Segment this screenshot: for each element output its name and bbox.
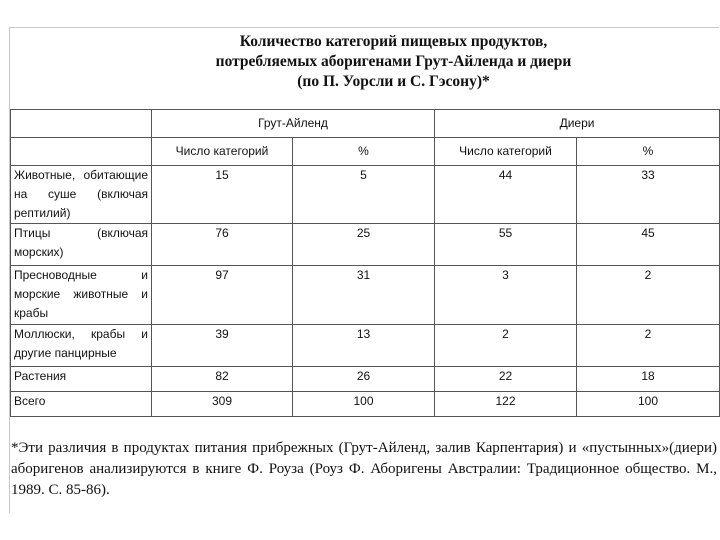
- cell-value: 15: [152, 166, 293, 224]
- table-row-total: [11, 392, 720, 417]
- cell-value: 2: [435, 325, 577, 367]
- cell-value: 122: [435, 392, 577, 417]
- cell-value: 39: [152, 325, 293, 367]
- cell-value: 309: [152, 392, 293, 417]
- title-line-1: Количество категорий пищевых продуктов,: [239, 33, 548, 50]
- cell-value: 45: [577, 224, 720, 266]
- cell-value: 44: [435, 166, 577, 224]
- table-row: [11, 266, 720, 325]
- empty-subheader-cell: [11, 138, 152, 166]
- row-label: Моллюски, крабы и другие панцирные: [11, 325, 152, 367]
- table-row: [11, 224, 720, 266]
- group-header-row: [11, 110, 720, 138]
- subheader-count: Число категорий: [152, 138, 293, 166]
- slide-frame: [9, 27, 719, 513]
- row-label: Животные, обитающие на суше (включая рептилий): [11, 166, 152, 224]
- subheader-percent: %: [293, 138, 435, 166]
- food-categories-table: [10, 109, 720, 417]
- cell-value: 31: [293, 266, 435, 325]
- cell-value: 3: [435, 266, 577, 325]
- footnote: *Эти различия в продуктах питания прибрежных (Грут-Айленд, залив Карпентария) и «пустынных»(диери) аборигенов анализируются в книге Ф. Роуза (Роуз Ф. Аборигены Австралии: Традиционное общество. М., 1989. С. 85-86).: [11, 440, 717, 498]
- cell-value: 25: [293, 224, 435, 266]
- cell-value: 100: [293, 392, 435, 417]
- subheader-percent: %: [577, 138, 720, 166]
- row-label: Всего: [11, 392, 152, 417]
- group-header-dieri: Диери: [435, 110, 720, 138]
- title-line-3: (по П. Уорсли и С. Гэсону)*: [297, 73, 490, 90]
- row-label: Птицы (включая морских): [11, 224, 152, 266]
- cell-value: 55: [435, 224, 577, 266]
- row-label: Растения: [11, 367, 152, 392]
- row-label: Пресноводные и морские животные и крабы: [11, 266, 152, 325]
- cell-value: 76: [152, 224, 293, 266]
- table-title: [10, 28, 719, 108]
- title-line-2: потребляемых аборигенами Грут-Айленда и диери: [215, 53, 572, 70]
- cell-value: 26: [293, 367, 435, 392]
- cell-value: 13: [293, 325, 435, 367]
- cell-value: 18: [577, 367, 720, 392]
- cell-value: 2: [577, 266, 720, 325]
- cell-value: 5: [293, 166, 435, 224]
- cell-value: 82: [152, 367, 293, 392]
- cell-value: 100: [577, 392, 720, 417]
- table-row: [11, 325, 720, 367]
- table-row: [11, 367, 720, 392]
- cell-value: 22: [435, 367, 577, 392]
- group-header-groote: Грут-Айленд: [152, 110, 435, 138]
- cell-value: 2: [577, 325, 720, 367]
- subheader-count: Число категорий: [435, 138, 577, 166]
- table-row: [11, 166, 720, 224]
- cell-value: 97: [152, 266, 293, 325]
- subheader-row: [11, 138, 720, 166]
- empty-header-cell: [11, 110, 152, 138]
- cell-value: 33: [577, 166, 720, 224]
